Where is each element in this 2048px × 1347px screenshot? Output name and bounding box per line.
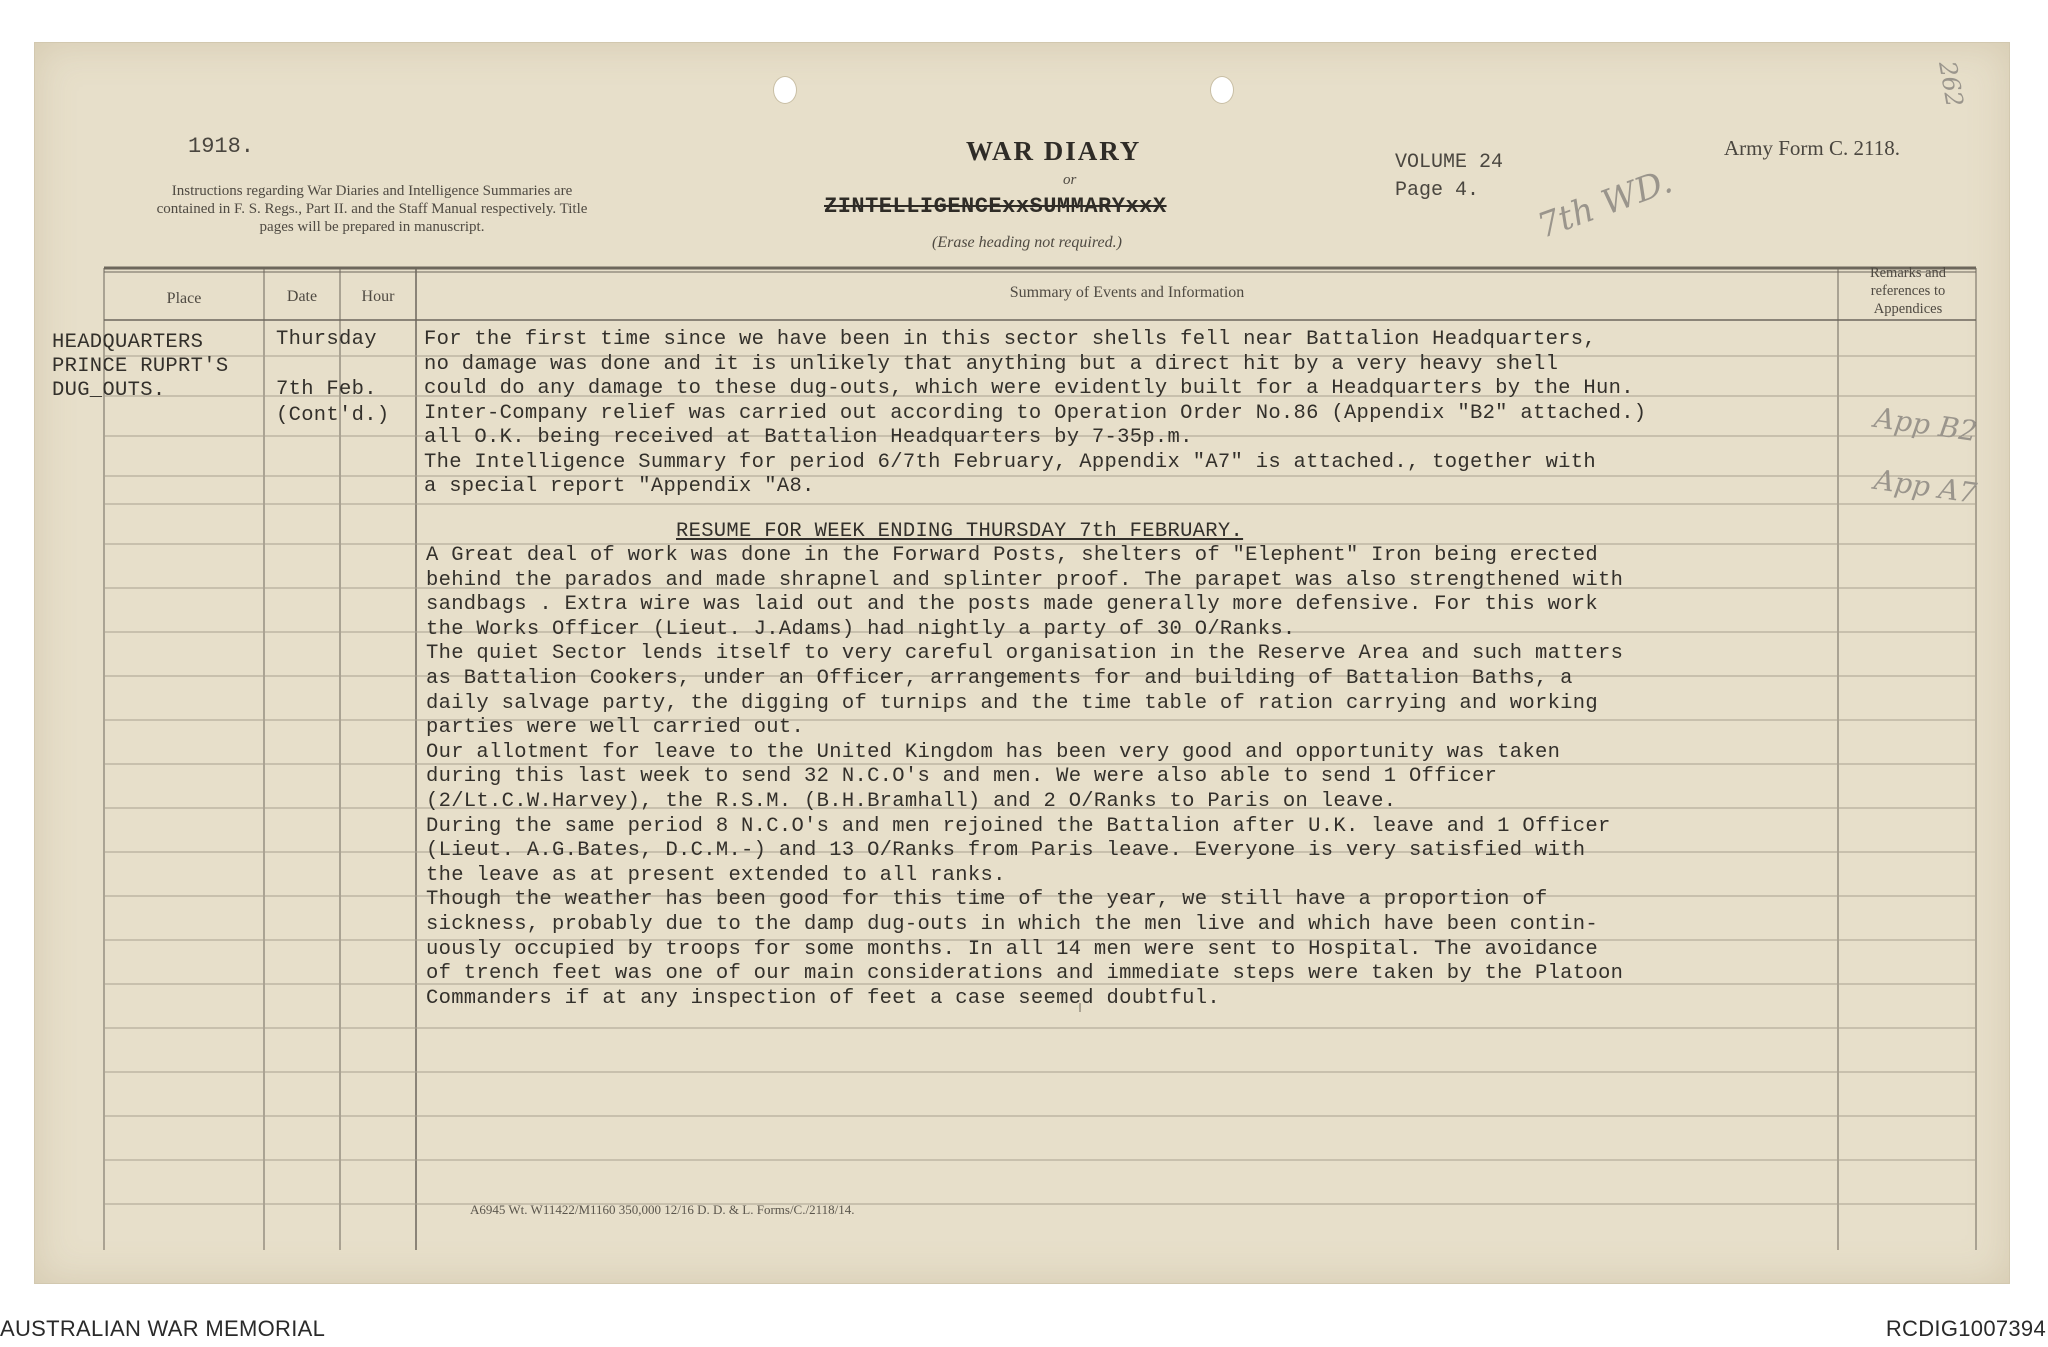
summary-line: For the first time since we have been in this sector shells fell near Battalion Headquarters, [424,328,1596,351]
summary-line: could do any damage to these dug-outs, which were evidently built for a Headquarters by the Hun. [424,377,1634,400]
resume-line: Though the weather has been good for this time of the year, we still have a proportion of [426,888,1548,912]
resume-line: A Great deal of work was done in the Forward Posts, shelters of "Elephent" Iron being erected [426,544,1598,567]
column-header-summary: Summary of Events and Information [1009,284,1245,301]
resume-line: Commanders if at any inspection of feet a case seemed doubtful. [426,986,1220,1010]
handwritten-mark: 7th WD. [1532,161,1678,247]
resume-line: parties were well carried out. [426,716,805,740]
entry-continued: (Cont'd.) [276,404,390,427]
resume-line: the Works Officer (Lieut. J.Adams) had nightly a party of 30 O/Ranks. [426,617,1296,641]
summary-line: no damage was done and it is unlikely that anything but a direct hit by a very heavy shell [424,352,1559,376]
remark-app-a7: App A7 [1872,462,1979,511]
volume-number: VOLUME 24 [1395,151,1504,174]
instructions-text: Instructions regarding War Diaries and Intelligence Summaries are contained in F. S. Regs., Part II. and the Staff Manual respectively. Title pages will be prepared in manuscript. [156,183,588,235]
summary-line: Inter-Company relief was carried out according to Operation Order No.86 (Appendix "B2" attached.) [424,401,1647,425]
column-header-date: Date [286,288,318,305]
summary-line: a special report "Appendix "A8. [424,475,815,498]
struck-heading: ZINTELLIGENCExxSUMMARYxxX [824,194,1167,219]
place-line: HEADQUARTERS [52,331,204,354]
archive-credit: AUSTRALIAN WAR MEMORIAL [0,1316,326,1341]
resume-heading: RESUME FOR WEEK ENDING THURSDAY 7th FEBRUARY. [676,520,1244,543]
resume-text [426,544,1623,1011]
summary-entry [424,328,1646,500]
resume-line: the leave as at present extended to all ranks. [426,863,1006,887]
resume-line: as Battalion Cookers, under an Officer, arrangements for and building of Battalion Baths, a [426,666,1573,690]
place-line: PRINCE RUPRT'S [52,355,229,378]
printer-imprint: A6945 Wt. W11422/M1160 350,000 12/16 D. D. & L. Forms/C./2118/14. [470,1202,855,1217]
remark-app-b2: App B2 [1872,400,1980,449]
resume-line: daily salvage party, the digging of turnips and the time table of ration carrying and working [426,691,1598,715]
resume-line: sandbags . Extra wire was laid out and the posts made generally more defensive. For this work [426,593,1598,617]
handwritten-page-number: 262 [1933,59,1969,109]
column-header-remarks: Remarks and references to Appendices [1869,265,1947,317]
summary-line: The Intelligence Summary for period 6/7th February, Appendix "A7" is attached., together with [424,450,1596,474]
resume-line: during this last week to send 32 N.C.O's and men. We were also able to send 1 Officer [426,765,1498,789]
page-title: WAR DIARY [966,136,1142,166]
column-header-place: Place [166,290,202,307]
resume-line: Our allotment for leave to the United Kingdom has been very good and opportunity was taken [426,740,1561,764]
resume-line: (Lieut. A.G.Bates, D.C.M.-) and 13 O/Ranks from Paris leave. Everyone is very satisfied with [426,839,1586,863]
entry-place [52,331,228,403]
entry-date: 7th Feb. [276,378,377,401]
column-header-hour: Hour [361,288,395,305]
resume-line: The quiet Sector lends itself to very careful organisation in the Reserve Area and such matters [426,642,1624,666]
army-form-number: Army Form C. 2118. [1724,136,1900,160]
or-text: or [1063,172,1077,188]
resume-line: of trench feet was one of our main considerations and immediate steps were taken by the Platoon [426,962,1624,986]
resume-line: uously occupied by troops for some months. In all 14 men were sent to Hospital. The avoidance [426,937,1598,961]
year: 1918. [188,134,255,159]
record-id: RCDIG1007394 [1885,1316,2046,1341]
resume-line: (2/Lt.C.W.Harvey), the R.S.M. (B.H.Bramhall) and 2 O/Ranks to Paris on leave. [426,789,1397,813]
resume-line: sickness, probably due to the damp dug-outs in which the men live and which have been contin- [426,912,1598,936]
resume-line: During the same period 8 N.C.O's and men rejoined the Battalion after U.K. leave and 1 Officer [426,814,1611,838]
entry-day: Thursday [276,328,377,351]
page-number: Page 4. [1395,179,1480,202]
place-line: DUG_OUTS. [52,379,166,402]
erase-note: (Erase heading not required.) [932,234,1122,251]
summary-line: all O.K. being received at Battalion Headquarters by 7-35p.m. [424,426,1193,449]
resume-line: behind the parados and made shrapnel and splinter proof. The parapet was also strengthened with [426,568,1624,592]
